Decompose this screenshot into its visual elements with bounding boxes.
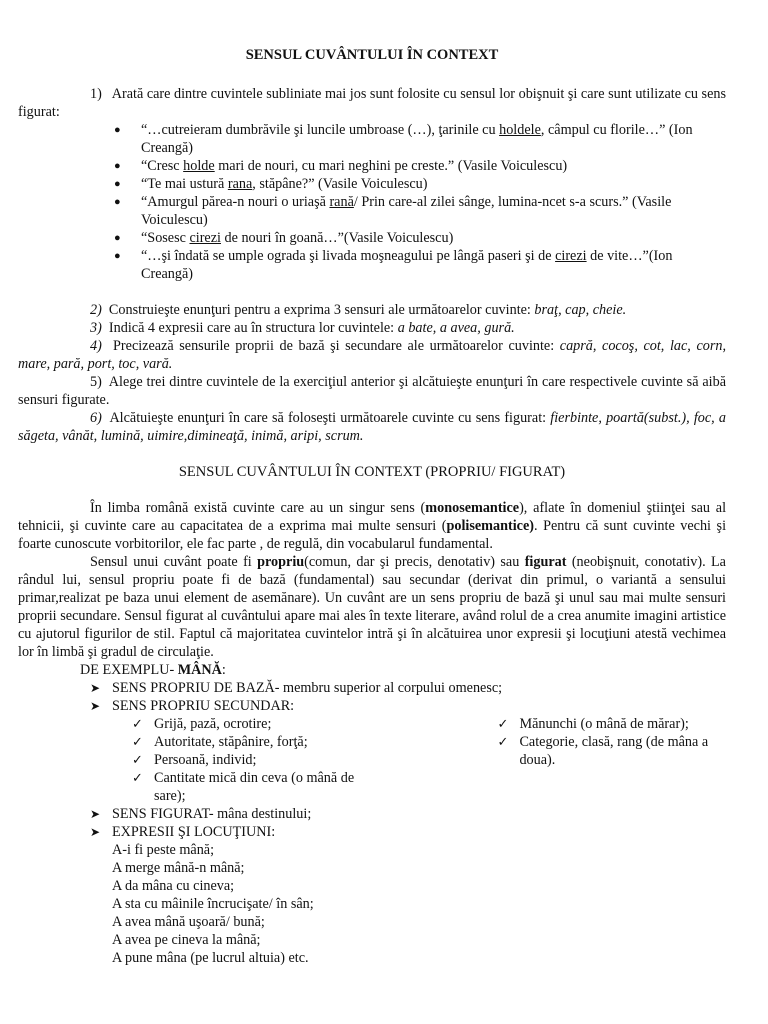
exercise-number: 1) [90,86,102,102]
check-item [132,715,375,733]
exercise-text: Precizează sensurile proprii de bază şi secundare ale următoarelor cuvinte: [113,338,560,354]
section-subtitle: SENSUL CUVÂNTULUI ÎN CONTEXT (PROPRIU/ FIGURAT) [178,464,566,480]
check-text: Categorie, clasă, rang (de mâna a doua). [519,734,709,768]
quote-source: / Prin care-al zilei sânge, lumina-ncet s-a scurs.” (Vasile Voiculescu) [141,194,672,228]
bullet-icon: ● [114,250,121,262]
check-text: Grijă, pază, ocrotire; [154,716,272,732]
checkmark-icon: ✓ [132,734,143,749]
underlined-word: holdele [499,122,541,138]
paragraph-text: Sensul unui cuvânt poate fi [90,554,258,570]
underlined-word: cirezi [189,230,221,246]
page-title: SENSUL CUVÂNTULUI ÎN CONTEXT [245,47,499,63]
exercise-6 [18,409,726,445]
paragraph-text: (neobişnuit, conotativ). La rândul lui, sensul propriu poate fi de bază (fundamental) sau secundar (derivat din primul, o variantă a sensului primar,realizat pe baza unui element de asemănare). Un cuvânt are un sens propriu de bază şi unul sau mai multe sensuri proprii secundare. Sensul figurat al cuvântului apare mai ales în texte literare, având rolul de a crea anumite imagini artistice cu ajutorul figurilor de stil. Faptul că majoritatea cuvintelor intră şi în alcătuirea unor expresii şi locuţiuni atestă vechimea lor în limbă şi gradul de circulaţie. [18,554,726,660]
arrow-item [90,697,726,715]
expresie-item: A avea mână uşoară/ bună; [112,914,265,930]
check-item [132,751,375,769]
expresii-title: EXPRESII ŞI LOCUŢIUNI: [112,824,276,840]
exercise-text: Alege trei dintre cuvintele de la exerciţiul anterior şi alcătuieşte enunţuri în care respectivele cuvinte să aibă sensuri figurate. [18,374,726,408]
document-content [18,46,726,967]
exercise-4 [18,337,726,373]
exercise-3 [18,319,726,337]
exercise-words: a bate, a avea, gură. [397,320,515,336]
exercise-2 [18,301,726,319]
check-text: Persoană, individ; [154,752,257,768]
underlined-word: rană [329,194,354,210]
check-text: Mănunchi (o mână de mărar); [519,716,689,732]
quote-text: “…şi îndată se umple ograda şi livada moşneagului pe lângă paseri şi de [141,248,556,264]
exercise-words: capră, cocoş, cot, lac, corn, mare, pară, port, toc, vară. [18,338,726,372]
underlined-word: cirezi [555,248,587,264]
arrow-item [90,823,726,841]
exercise-1 [18,85,726,121]
checkmark-icon: ✓ [132,752,143,767]
exercise-words: braţ, cap, cheie. [534,302,627,318]
example-label: DE EXEMPLU- [80,662,178,678]
bold-term: polisemantice) [446,518,534,534]
sens-figurat: SENS FIGURAT- mâna destinului; [112,806,312,822]
quote-text: “Sosesc [141,230,190,246]
bullet-item [114,193,726,229]
exercise-number: 2) [90,302,102,318]
paragraph-polisemie [18,499,726,553]
arrow-bullet-icon: ➤ [90,699,101,713]
paragraph-text: (comun, dar şi precis, denotativ) sau [304,554,525,570]
exercise-text: Arată care dintre cuvintele subliniate mai jos sunt folosite cu sensul lor obişnuit şi care sunt utilizate cu sens figurat: [18,86,726,120]
checkmark-icon: ✓ [132,716,143,731]
secundar-right-column [497,715,726,805]
check-item [132,769,375,805]
expresie-item: A-i fi peste mână; [112,842,215,858]
secundar-list [132,715,726,805]
underlined-word: rana [227,176,253,192]
bold-term: monosemantice [425,500,520,516]
check-text: Autoritate, stăpânire, forţă; [154,734,308,750]
example-colon: : [221,662,226,678]
quote-text: “Cresc [141,158,184,174]
exercise-number: 5) [90,374,102,390]
exercise-words: fierbinte, poartă(subst.), foc, a săgeta, vânăt, lumină, uimire,dimineaţă, inimă, aripi, scrum. [18,410,726,444]
exercise-text: Indică 4 expresii care au în structura lor cuvintele: [108,320,398,336]
paragraph-text: În limba română există cuvinte care au un singur sens ( [90,500,426,516]
bullet-item [114,247,726,283]
expresie-item: A avea pe cineva la mână; [112,932,261,948]
exercise-number: 3) [90,320,102,336]
arrow-item [90,679,726,697]
bullet-list [18,121,726,283]
bullet-item [114,157,726,175]
bullet-icon: ● [114,178,121,190]
expresie-item: A merge mână-n mână; [112,860,245,876]
arrow-bullet-icon: ➤ [90,681,101,695]
example-word: MÂNĂ [177,662,222,678]
bullet-icon: ● [114,124,121,136]
quote-text: “Te mai ustură [141,176,228,192]
paragraph-text: ), aflate în domeniul ştiinţei sau al tehnicii, şi cuvinte care au capacitatea de a exprima mai multe sensuri ( [18,500,727,534]
arrow-item [90,805,726,823]
underlined-word: holde [183,158,215,174]
check-item [132,733,375,751]
expresie-item: A pune mâna (pe lucrul altuia) etc. [112,950,309,966]
checkmark-icon: ✓ [132,770,143,785]
bold-term: figurat [524,554,567,570]
exercise-text: Alcătuieşte enunţuri în care să foloseşti următoarele cuvinte cu sens figurat: [109,410,551,426]
exercise-number: 4) [90,338,102,354]
quote-text: “Amurgul părea-n nouri o uriaşă [141,194,330,210]
expresie-item: A da mâna cu cineva; [112,878,235,894]
bullet-item [114,175,726,193]
expresii-list [112,841,726,967]
checkmark-icon: ✓ [497,716,509,731]
arrow-bullet-icon: ➤ [90,807,101,821]
paragraph-text: . Pentru că sunt cuvinte vechi şi foarte cunoscute vorbitorilor, ele fac parte , de regulă, din vocabularul fundamental. [18,518,727,552]
quote-text: “…cutreieram dumbrăvile şi luncile umbroase (…), ţarinile cu [141,122,500,138]
exercise-5 [18,373,726,409]
bullet-item [114,229,726,247]
quote-source: , câmpul cu florile…” (Ion Creangă) [141,122,693,156]
example-heading [80,661,726,679]
quote-source: mari de nouri, cu mari neghini pe creste.” (Vasile Voiculescu) [214,158,568,174]
check-item [497,715,726,733]
checkmark-icon: ✓ [497,734,509,749]
arrow-bullet-icon: ➤ [90,825,101,839]
bullet-item [114,121,726,157]
sens-baza: SENS PROPRIU DE BAZĂ- membru superior al corpului omenesc; [112,680,503,696]
check-text: Cantitate mică din ceva (o mână de sare); [154,770,355,804]
expresie-item: A sta cu mâinile încrucişate/ în sân; [112,896,314,912]
bold-term: propriu [257,554,305,570]
quote-source: de vite…”(Ion Creangă) [141,248,673,282]
secundar-left-column [132,715,375,805]
sens-secundar: SENS PROPRIU SECUNDAR: [112,698,295,714]
quote-source: , stăpâne?” (Vasile Voiculescu) [252,176,428,192]
exercise-number: 6) [90,410,102,426]
paragraph-sens [18,553,726,661]
bullet-icon: ● [114,160,121,172]
bullet-icon: ● [114,196,121,208]
exercise-text: Construieşte enunţuri pentru a exprima 3 sensuri ale următoarelor cuvinte: [108,302,535,318]
quote-source: de nouri în goană…”(Vasile Voiculescu) [220,230,454,246]
bullet-icon: ● [114,232,121,244]
check-item [497,733,726,769]
